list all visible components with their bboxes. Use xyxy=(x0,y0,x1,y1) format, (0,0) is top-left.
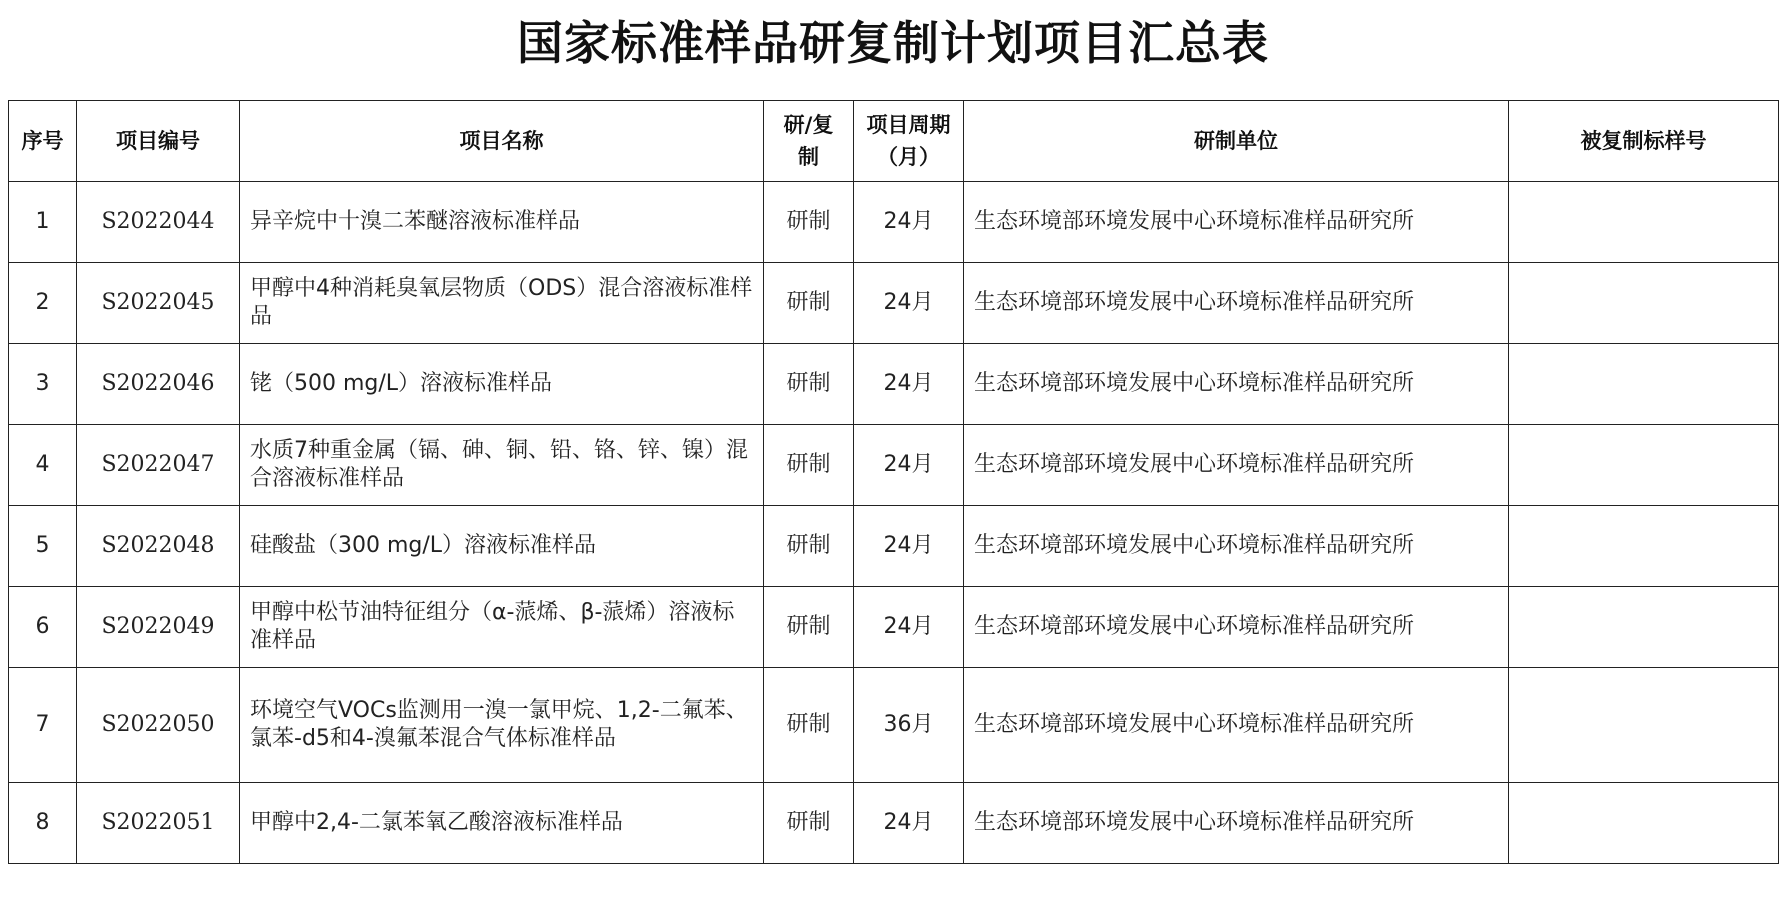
table-row xyxy=(9,344,1779,425)
cell-unit: 生态环境部环境发展中心环境标准样品研究所 xyxy=(964,668,1509,783)
cell-unit: 生态环境部环境发展中心环境标准样品研究所 xyxy=(964,344,1509,425)
cell-seq: 7 xyxy=(9,668,77,783)
cell-name: 铑（500 mg/L）溶液标准样品 xyxy=(240,344,764,425)
cell-code: S2022046 xyxy=(77,344,240,425)
page-title: 国家标准样品研复制计划项目汇总表 xyxy=(517,16,1269,70)
cell-type: 研制 xyxy=(764,506,854,587)
cell-type: 研制 xyxy=(764,668,854,783)
cell-name: 甲醇中2,4-二氯苯氧乙酸溶液标准样品 xyxy=(240,783,764,864)
header-type: 研/复制 xyxy=(764,101,854,182)
cell-seq: 8 xyxy=(9,783,77,864)
table-row xyxy=(9,783,1779,864)
cell-cycle: 24月 xyxy=(854,263,964,344)
cell-name: 甲醇中4种消耗臭氧层物质（ODS）混合溶液标准样品 xyxy=(240,263,764,344)
cell-copied xyxy=(1509,587,1779,668)
header-name: 项目名称 xyxy=(240,101,764,182)
cell-copied xyxy=(1509,344,1779,425)
cell-seq: 4 xyxy=(9,425,77,506)
cell-cycle: 24月 xyxy=(854,783,964,864)
cell-cycle: 24月 xyxy=(854,425,964,506)
cell-code: S2022045 xyxy=(77,263,240,344)
cell-cycle: 24月 xyxy=(854,182,964,263)
cell-seq: 6 xyxy=(9,587,77,668)
cell-code: S2022044 xyxy=(77,182,240,263)
cell-name: 甲醇中松节油特征组分（α-蒎烯、β-蒎烯）溶液标准样品 xyxy=(240,587,764,668)
cell-name: 异辛烷中十溴二苯醚溶液标准样品 xyxy=(240,182,764,263)
cell-code: S2022050 xyxy=(77,668,240,783)
cell-copied xyxy=(1509,182,1779,263)
cell-type: 研制 xyxy=(764,182,854,263)
cell-name: 硅酸盐（300 mg/L）溶液标准样品 xyxy=(240,506,764,587)
cell-cycle: 24月 xyxy=(854,506,964,587)
cell-cycle: 24月 xyxy=(854,344,964,425)
cell-copied xyxy=(1509,506,1779,587)
table-row xyxy=(9,182,1779,263)
header-copied: 被复制标样号 xyxy=(1509,101,1779,182)
cell-type: 研制 xyxy=(764,344,854,425)
cell-type: 研制 xyxy=(764,587,854,668)
header-code: 项目编号 xyxy=(77,101,240,182)
table-row xyxy=(9,587,1779,668)
cell-name: 环境空气VOCs监测用一溴一氯甲烷、1,2-二氟苯、氯苯-d5和4-溴氟苯混合气体标准样品 xyxy=(240,668,764,783)
cell-unit: 生态环境部环境发展中心环境标准样品研究所 xyxy=(964,263,1509,344)
cell-code: S2022047 xyxy=(77,425,240,506)
cell-unit: 生态环境部环境发展中心环境标准样品研究所 xyxy=(964,182,1509,263)
table-row xyxy=(9,263,1779,344)
cell-code: S2022051 xyxy=(77,783,240,864)
header-unit: 研制单位 xyxy=(964,101,1509,182)
table-row xyxy=(9,668,1779,783)
table-row xyxy=(9,425,1779,506)
cell-copied xyxy=(1509,668,1779,783)
cell-seq: 3 xyxy=(9,344,77,425)
cell-cycle: 36月 xyxy=(854,668,964,783)
cell-type: 研制 xyxy=(764,783,854,864)
cell-name: 水质7种重金属（镉、砷、铜、铅、铬、锌、镍）混合溶液标准样品 xyxy=(240,425,764,506)
header-seq: 序号 xyxy=(9,101,77,182)
cell-cycle: 24月 xyxy=(854,587,964,668)
cell-unit: 生态环境部环境发展中心环境标准样品研究所 xyxy=(964,587,1509,668)
cell-type: 研制 xyxy=(764,263,854,344)
cell-type: 研制 xyxy=(764,425,854,506)
cell-seq: 1 xyxy=(9,182,77,263)
cell-seq: 5 xyxy=(9,506,77,587)
cell-copied xyxy=(1509,425,1779,506)
cell-seq: 2 xyxy=(9,263,77,344)
cell-copied xyxy=(1509,263,1779,344)
cell-code: S2022048 xyxy=(77,506,240,587)
cell-code: S2022049 xyxy=(77,587,240,668)
cell-unit: 生态环境部环境发展中心环境标准样品研究所 xyxy=(964,506,1509,587)
cell-unit: 生态环境部环境发展中心环境标准样品研究所 xyxy=(964,425,1509,506)
cell-copied xyxy=(1509,783,1779,864)
table-row xyxy=(9,506,1779,587)
plan-summary-table xyxy=(8,100,1779,864)
header-cycle: 项目周期（月） xyxy=(854,101,964,182)
cell-unit: 生态环境部环境发展中心环境标准样品研究所 xyxy=(964,783,1509,864)
table-header-row xyxy=(9,101,1779,182)
